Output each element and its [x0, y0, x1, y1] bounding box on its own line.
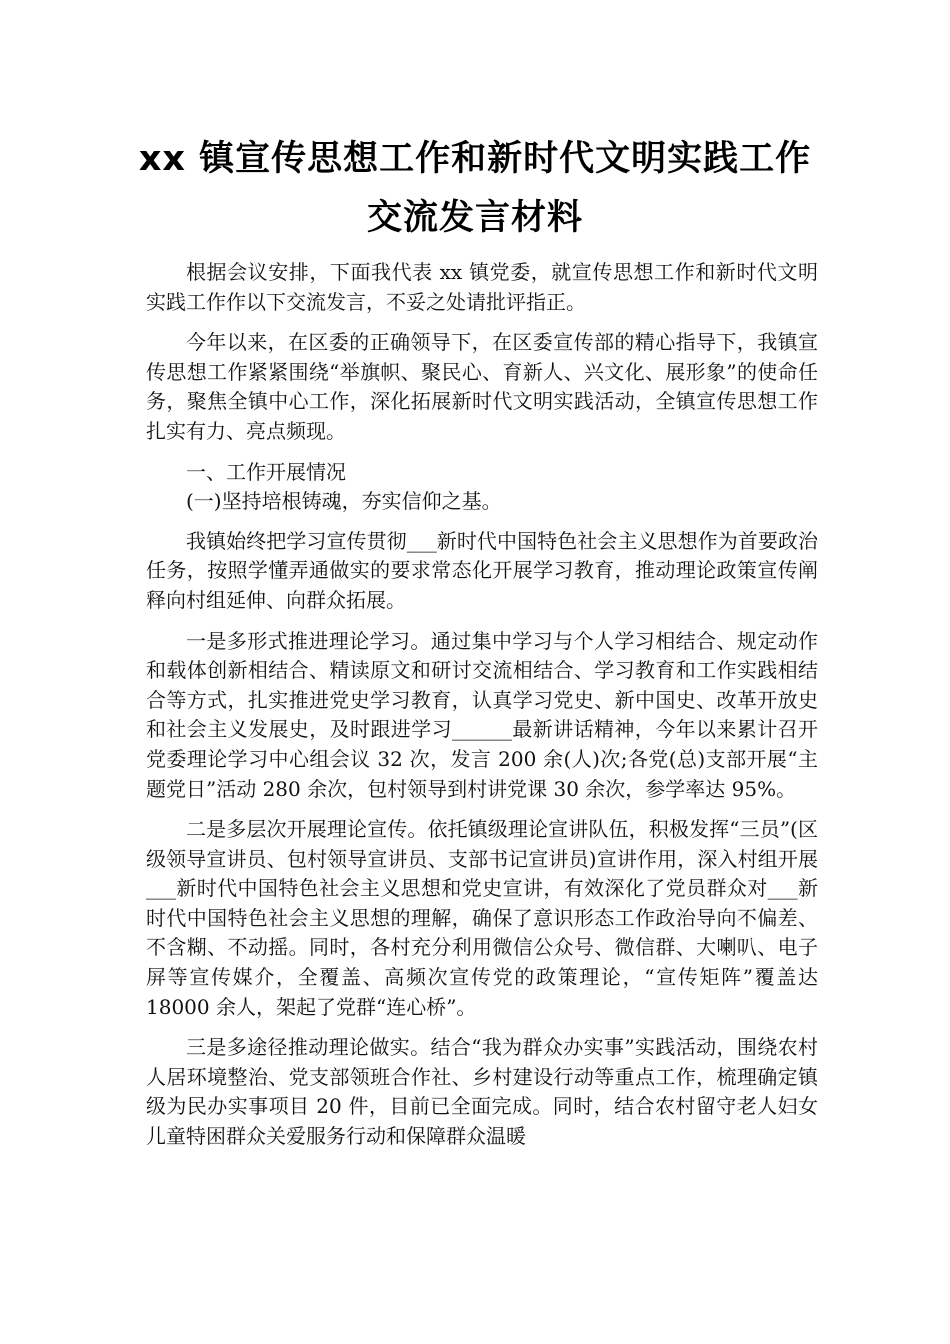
subsection-heading: (一)坚持培根铸魂，夯实信仰之基。: [186, 489, 502, 514]
body-paragraph: 我镇始终把学习宣传贯彻___新时代中国特色社会主义思想作为首要政治任务，按照学懂弄通做实的要求常态化开展学习教育，推动理论政策宣传阐释向村组延伸、向群众拓展。: [146, 528, 818, 612]
document-title-line-2: 交流发言材料: [366, 198, 583, 238]
intro-paragraph: 根据会议安排，下面我代表 xx 镇党委，就宣传思想工作和新时代文明实践工作作以下交流发言，不妥之处请批评指正。: [146, 260, 818, 314]
document-body: [146, 258, 818, 1163]
body-paragraph: 三是多途径推动理论做实。结合“我为群众办实事”实践活动，围绕农村人居环境整治、党支部领班合作社、乡村建设行动等重点工作，梳理确定镇级为民办实事项目 20 件，目前已全面完成。同时，结合农村留守老人妇女儿童特困群众关爱服务行动和保障群众温暖: [146, 1035, 818, 1149]
document-title-line-1: xx 镇宣传思想工作和新时代文明实践工作: [138, 139, 812, 179]
overview-paragraph: 今年以来，在区委的正确领导下，在区委宣传部的精心指导下，我镇宣传思想工作紧紧围绕“举旗帜、聚民心、育新人、兴文化、展形象”的使命任务，聚焦全镇中心工作，深化拓展新时代文明实践活动，全镇宣传思想工作扎实有力、亮点频现。: [146, 330, 818, 443]
body-paragraph: 二是多层次开展理论宣传。依托镇级理论宣讲队伍，积极发挥“三员”(区级领导宣讲员、包村领导宣讲员、支部书记宣讲员)宣讲作用，深入村组开展___新时代中国特色社会主义思想和党史宣讲，有效深化了党员群众对___新时代中国特色社会主义思想的理解，确保了意识形态工作政治导向不偏差、不含糊、不动摇。同时，各村充分利用微信公众号、微信群、大喇叭、电子屏等宣传媒介，全覆盖、高频次宣传党的政策理论，“宣传矩阵”覆盖达 18000 余人，架起了党群“连心桥”。: [146, 817, 818, 1019]
body-paragraph: 一是多形式推进理论学习。通过集中学习与个人学习相结合、规定动作和载体创新相结合、精读原文和研讨交流相结合、学习教育和工作实践相结合等方式，扎实推进党史学习教育，认真学习党史、新中国史、改革开放史和社会主义发展史，及时跟进学习______最新讲话精神，今年以来累计召开党委理论学习中心组会议 32 次，发言 200 余(人)次;各党(总)支部开展“主题党日”活动 280 余次，包村领导到村讲党课 30 余次，参学率达 95%。: [146, 628, 818, 801]
section-heading: 一、工作开展情况: [186, 459, 346, 484]
